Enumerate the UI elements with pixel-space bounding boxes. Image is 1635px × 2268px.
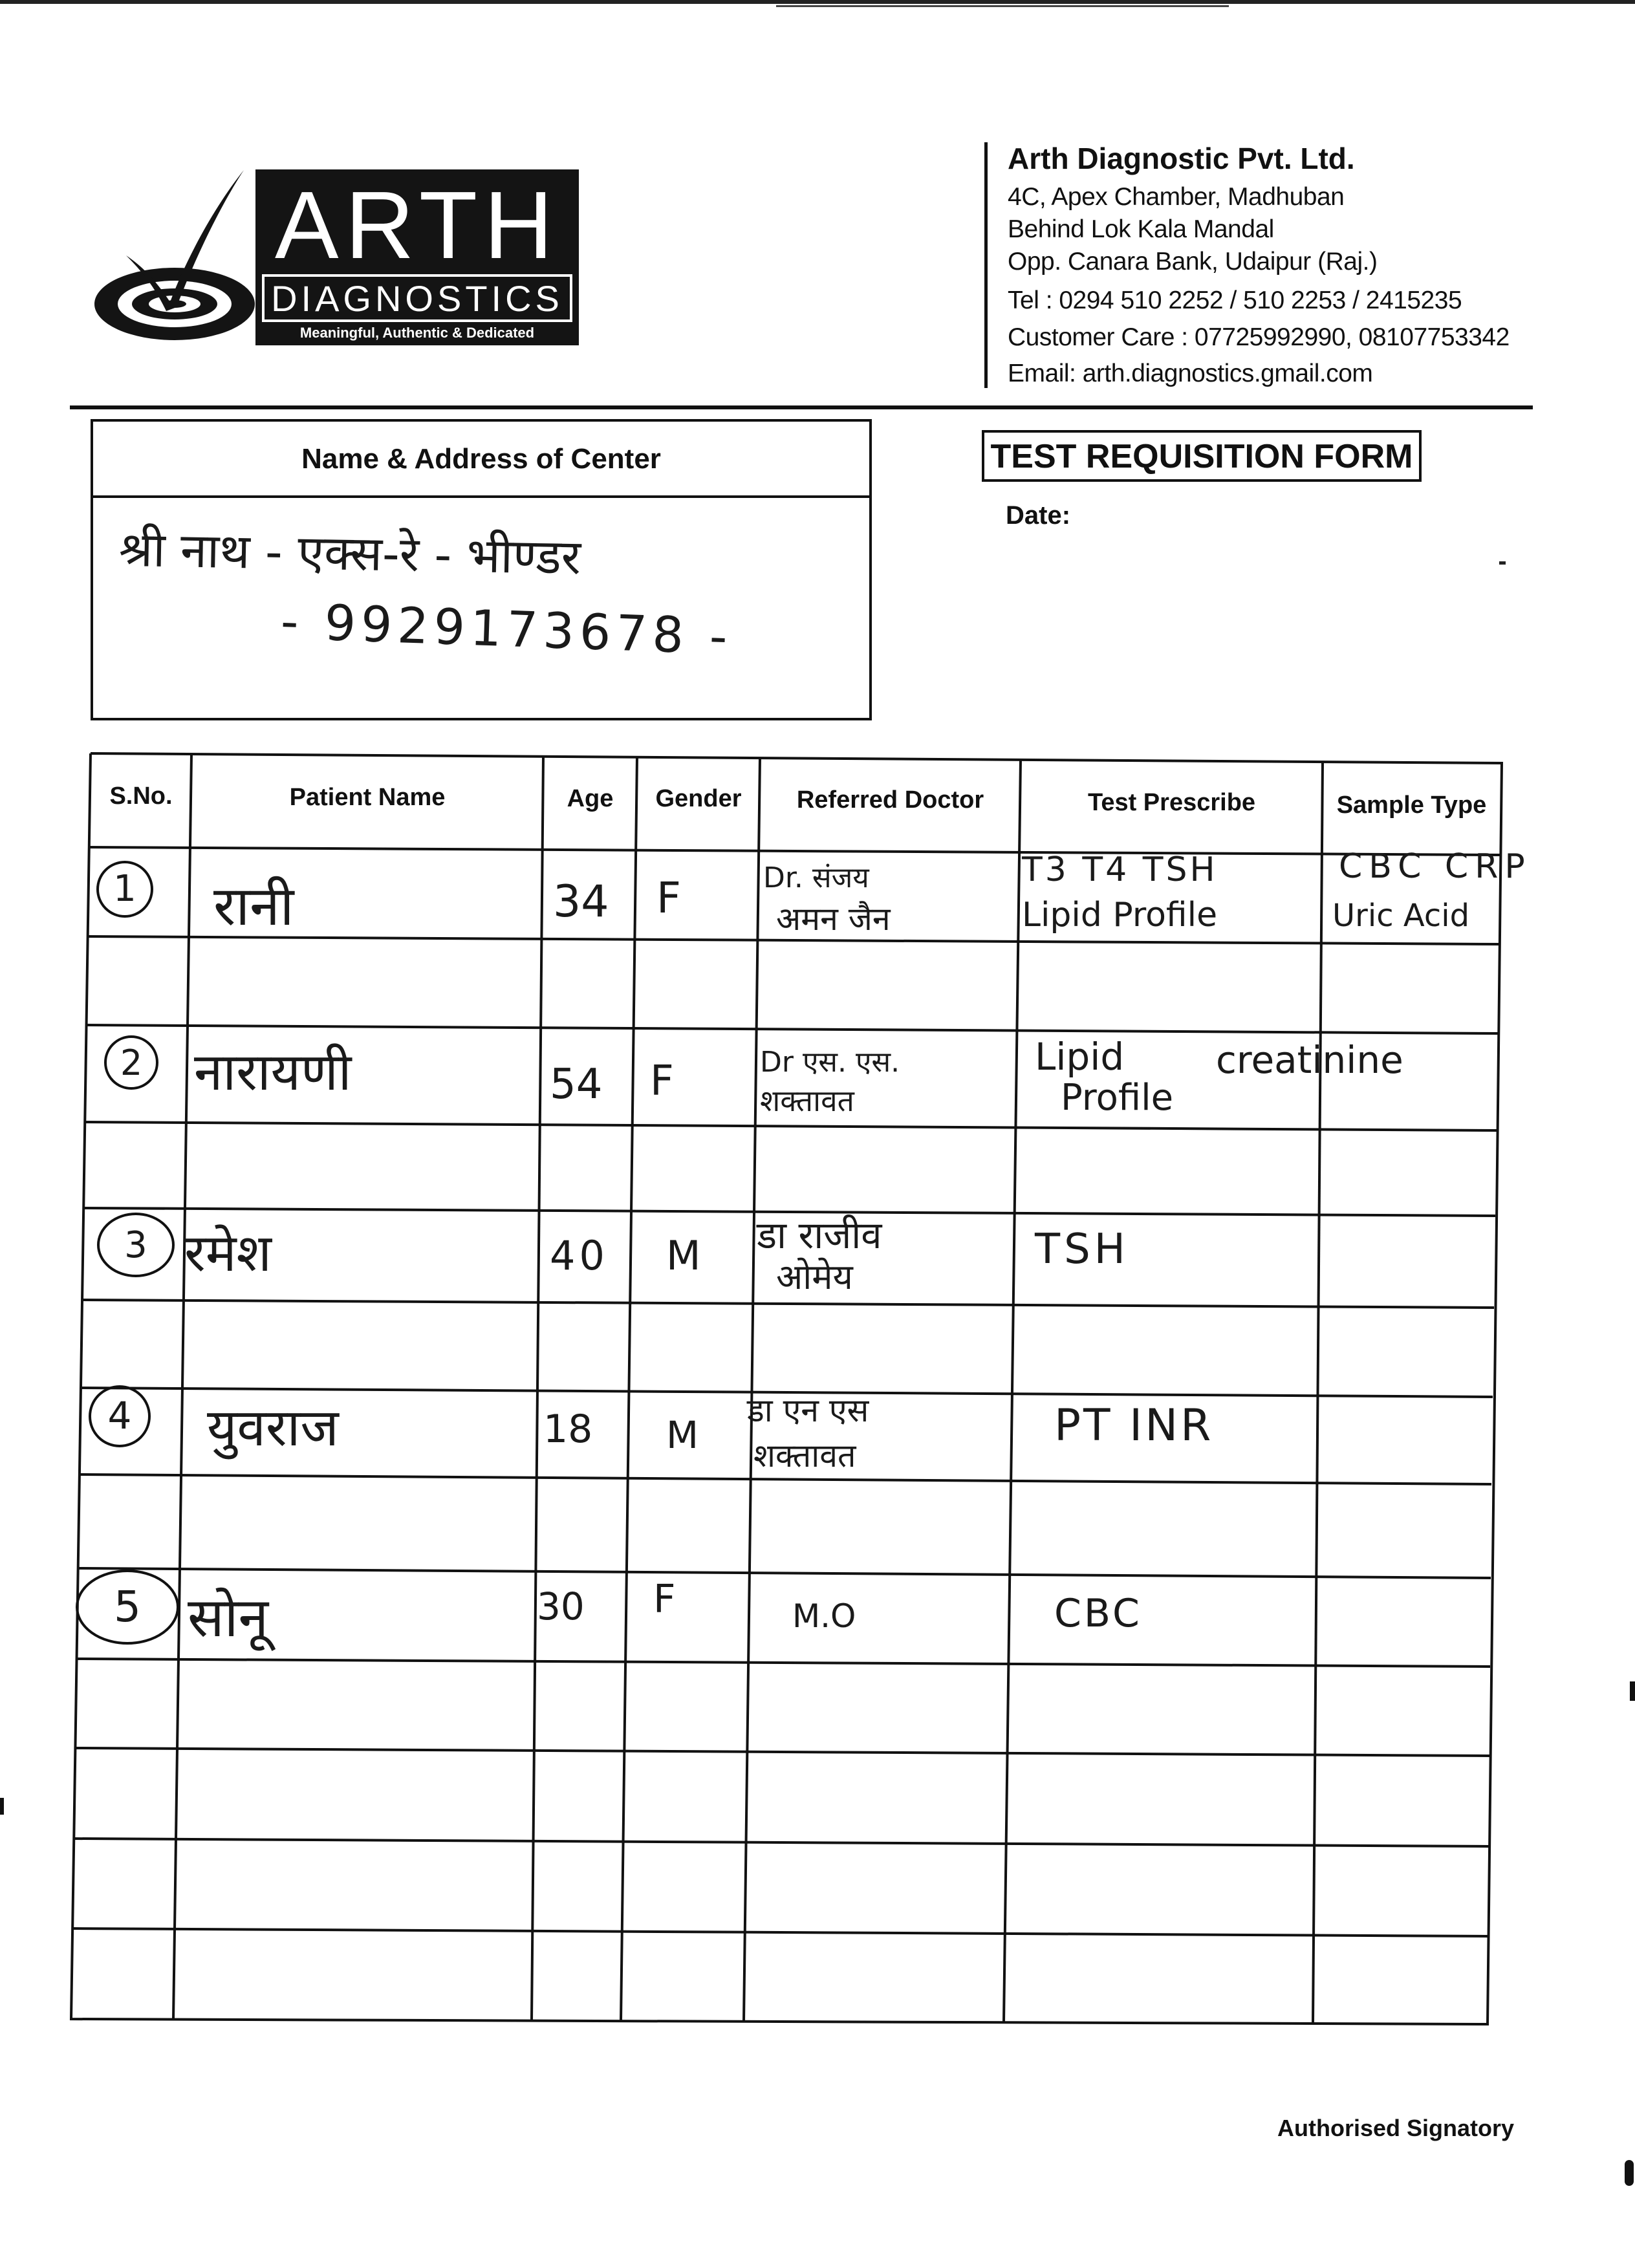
row-sample-line2: Uric Acid [1332,898,1470,934]
header-rule [70,405,1533,409]
row-gender: M [666,1413,699,1457]
center-heading: Name & Address of Center [93,422,869,498]
row-gender: M [666,1232,701,1279]
logo-brand: ARTH [274,172,560,279]
row-doctor: डा एन एस [747,1392,869,1429]
company-name: Arth Diagnostic Pvt. Ltd. [1008,142,1355,175]
row-doctor-line2: ओमेय [776,1257,853,1297]
center-handwritten-phone: - 9929173678 - [279,592,734,666]
row-patient-name: रानी [213,874,294,938]
row-doctor: Dr एस. एस. [760,1046,900,1079]
row-test: TSH [1035,1226,1129,1273]
col-header-sample-type: Sample Type [1336,792,1487,819]
row-patient-name: रमेश [184,1223,272,1283]
company-phone: Tel : 0294 510 2252 / 510 2253 / 2415235 [1008,286,1462,314]
row-patient-name: सोनू [188,1586,269,1649]
row-doctor-line2: शक्तावत [760,1083,854,1118]
company-address-line: 4C, Apex Chamber, Madhuban [1008,183,1345,211]
row-age: 18 [543,1407,593,1452]
center-address-box [91,419,872,720]
company-address-line: Opp. Canara Bank, Udaipur (Raj.) [1008,248,1378,275]
col-header-patient-name: Patient Name [289,784,446,811]
row-gender: F [656,873,681,923]
row-test-line2: Profile [1061,1077,1174,1119]
logo-badge [255,169,579,345]
row-sample: creatinine [1216,1038,1403,1082]
logo-tagline: Meaningful, Authentic & Dedicated [299,325,535,341]
row-test: Lipid [1035,1035,1125,1079]
row-age: 34 [553,876,609,927]
row-test: CBC [1054,1591,1142,1636]
row-sno: 4 [107,1394,132,1438]
row-doctor-line2: अमन जैन [776,900,891,938]
header-divider [984,142,988,388]
row-doctor: M.O [792,1597,856,1635]
scan-edge-top-secondary [776,5,1229,7]
col-header-test-prescribe: Test Prescribe [1087,789,1256,816]
row-doctor: Dr. संजय [763,861,869,894]
row-gender: F [650,1057,674,1105]
company-address-line: Behind Lok Kala Mandal [1008,215,1274,243]
row-doctor: डा राजीव [757,1213,882,1257]
center-handwritten-name: श्री नाथ - एक्स-रे - भीण्डर [118,521,581,586]
scan-edge-mark [1630,1681,1635,1701]
scan-edge-top [0,0,1635,4]
row-age: 54 [550,1061,603,1108]
col-header-gender: Gender [655,785,742,812]
company-customer-care: Customer Care : 07725992990, 08107753342 [1008,323,1510,351]
row-test: PT INR [1054,1400,1214,1451]
logo-sub: DIAGNOSTICS [271,278,563,319]
form-title: TEST REQUISITION FORM [982,430,1422,482]
company-email: Email: arth.diagnostics.gmail.com [1008,360,1373,387]
row-test-line2: Lipid Profile [1022,896,1218,934]
row-patient-name: नारायणी [194,1042,352,1102]
scan-edge-mark [0,1798,4,1815]
date-label: Date: [1006,501,1071,530]
col-header-sno: S.No. [109,783,173,810]
target-check-icon [87,165,265,359]
row-sno: 1 [113,868,136,910]
row-sno: 5 [114,1582,141,1632]
row-patient-name: युवराज [207,1398,339,1458]
scan-speck [1499,561,1506,565]
row-sno: 3 [124,1224,147,1266]
col-header-referred-doctor: Referred Doctor [796,786,984,814]
row-test: T3 T4 TSH [1022,850,1218,889]
authorised-signatory-label: Authorised Signatory [1277,2115,1515,2141]
row-sno: 2 [120,1042,143,1083]
scan-edge-mark [1625,2160,1634,2186]
col-header-age: Age [567,785,614,812]
row-age: 40 [550,1232,609,1279]
row-gender: F [653,1577,676,1622]
row-age: 30 [537,1584,585,1628]
row-doctor-line2: शक्तावत [753,1437,856,1474]
row-sample: CBC CRP [1339,847,1532,886]
